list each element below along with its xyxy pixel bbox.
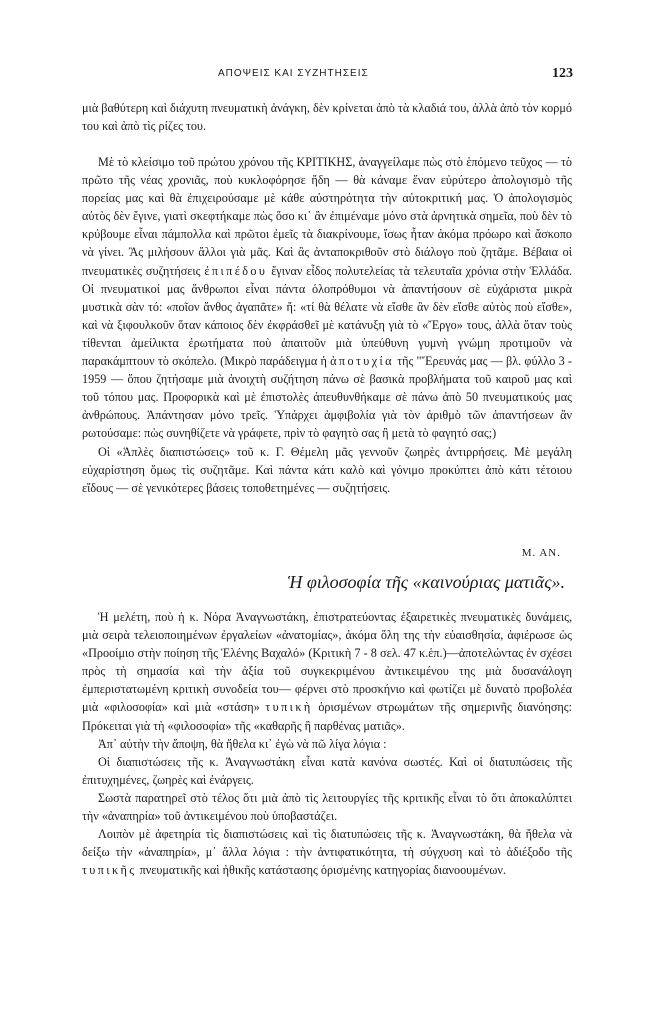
running-header bbox=[0, 68, 655, 84]
article-text-1c: ὁρισμένων στρωμάτων τῆς σημερινῆς διανόησης: Πρόκειται γιὰ τὴ «φιλοσοφία» τῆς «καθαρῆς ἢ παρθένας ματιᾶς». bbox=[82, 700, 572, 733]
article-paragraph-1 bbox=[82, 608, 572, 735]
emphasis-typikis: τυπικῆς bbox=[82, 863, 137, 878]
section-title: Ἡ φιλοσοφία τῆς «καινούριας ματιᾶς». bbox=[287, 572, 565, 592]
article-paragraph-2: Ἀπ᾿ αὐτὴν τὴν ἄποψη, θὰ ἤθελα κι᾿ ἐγὼ νὰ πῶ λίγα λόγια : bbox=[98, 736, 387, 751]
emphasis-typiki: τυπικὴ bbox=[265, 700, 313, 715]
continuation-paragraph: μιὰ βαθύτερη καὶ διάχυτη πνευματικὴ ἀνάγκη, δὲν κρίνεται ἀπὸ τὰ κλαδιά του, ἀλλὰ ἀπὸ τὸν κορμό του καὶ ἀπὸ τὶς ρίζες του. bbox=[82, 101, 572, 134]
editorial-paragraph-1 bbox=[82, 153, 572, 443]
page-number: 123 bbox=[552, 66, 573, 81]
article-paragraph-4: Σωστὰ παρατηρεῖ στὸ τέλος ὅτι μιὰ ἀπὸ τὶς λειτουργίες τῆς κριτικῆς εἶναι τὸ ὅτι ἀποκαλύπτει τὴν «ἀναπηρία» τοῦ ἀντικειμένου ποὺ ὑποβαστάζει. bbox=[82, 790, 572, 824]
editorial-text-1e: τῆς "Ἔρευνάς μας — βλ. φύλλο 3 - 1959 — ὅπου ζητήσαμε μιὰ ἀνοιχτὴ συζήτηση πάνω σὲ βασικὰ προβλήματα τοῦ καιροῦ μας καὶ τοῦ τόπου μας. Προφορικὰ καὶ μὲ ἐπιστολὲς ἀπευθυνθήκαμε σὲ πάνω ἀπὸ 50 πνευματικούς μας ἀνθρώπους. Ἀπάντησαν μόνο τρεῖς. Ὑπάρχει ἀμφιβολία γιὰ τὸν ἀριθμὸ τῶν ἀπαντήσεων ἂν ρωτούσαμε: πὼς συνηθίζετε νὰ γράφετε, πρὶν τὸ φαγητὸ σας ἢ μετὰ τὸ φαγητό σας;) bbox=[82, 354, 572, 441]
article-paragraph-3: Οἱ διαπιστώσεις τῆς κ. Ἀναγνωστάκη εἶναι κατὰ κανόνα σωστές. Καὶ οἱ διατυπώσεις τῆς ἐπιτυχημένες, ζωηρὲς καὶ ἐνάργεις. bbox=[82, 754, 572, 787]
editorial-text-1a: Μὲ τὸ κλείσιμο τοῦ πρώτου χρόνου τῆς ΚΡΙΤΙΚΗΣ, ἀναγγείλαμε πὼς στὸ ἑπόμενο τεῦχος — τὸ πρῶτο τῆς νέας χρονιᾶς, ποὺ κυκλοφόρησε ἤδη — θὰ κάναμε ἕναν εὐρύτερο ἀπολογισμὸ τῆς πορείας μας καὶ θὰ ἐπιχειρούσαμε μὲ κάθε αὐστηρότητα τὴν αὐτοκριτική μας. Ὁ ἀπολογισμὸς αὐτὸς δὲν ἔγινε, γιατὶ σκεφτήκαμε πὼς ὅσο κι᾿ ἂν ἐπιμέναμε μόνο στὰ ἀρνητικὰ σημεῖα, ποὺ δὲν τὸ κρύβουμε εἶναι πάμπολλα καὶ πρῶτοι ἐμεῖς τὰ διακρίνουμε, ἴσως ἦταν ἀκόμα πρόωρο καὶ ἄσκοπο νὰ γίνει. Ἂς μιλήσουν ἄλλοι γιὰ μᾶς. Καὶ ἂς ἀνταποκριθοῦν στὸ διάλογο ποὺ ζητᾶμε. Βέβαια οἱ πνευματικὲς συζητήσεις bbox=[82, 155, 572, 278]
article-text-5c: πνευματικῆς καὶ ἠθικῆς κατάστασης ὁρισμένης κατηγορίας διανοουμένων. bbox=[139, 863, 506, 878]
article-body-block bbox=[82, 608, 572, 879]
editorial-paragraph-2: Οἱ «Ἁπλὲς διαπιστώσεις» τοῦ κ. Γ. Θέμελη μᾶς γεννοῦν ζωηρὲς ἀντιρρήσεις. Μὲ μεγάλη εὐχαρίστηση ὅμως τὶς συζητᾶμε. Καὶ πάντα κάτι καλὸ καὶ γόνιμο προκύπτει ἀπὸ κάτι τέτοιου εἴδους — σὲ γενικότερες βάσεις τοποθετημένες — συζητήσεις. bbox=[82, 444, 572, 495]
editorial-note-block bbox=[82, 153, 572, 497]
author-signature: Μ. ΑΝ. bbox=[521, 547, 561, 559]
article-text-5a: Λοιπὸν μὲ ἀφετηρία τὶς διαπιστώσεις καὶ τὶς διατυπώσεις τῆς κ. Ἀναγνωστάκη, θὰ ἤθελα νὰ δείξω τὴν «ἀναπηρία», μ᾿ ἄλλα λόγια : τὴν ἀντιφατικότητα, τὴ σύγχυση καὶ τὸ ἀδιέξοδο τῆς bbox=[82, 827, 572, 860]
running-title: ΑΠΟΨΕΙΣ ΚΑΙ ΣΥΖΗΤΗΣΕΙΣ bbox=[218, 68, 369, 79]
continuation-paragraph-block bbox=[82, 99, 572, 135]
article-paragraph-5 bbox=[82, 825, 572, 879]
emphasis-epipedou: ἐπιπέδου bbox=[204, 263, 268, 278]
article-text-1a: Ἡ μελέτη, ποὺ ἡ κ. Νόρα Ἀναγνωστάκη, ἐπιστρατεύοντας ἐξαιρετικὲς πνευματικὲς δυνάμεις, μιὰ σειρὰ τελειοποιημένων ἐργαλείων «ἀνατομίας», ἀκόμα ὅλη της τὴν εὐαισθησία, ἀφιέρωσε ὡς «Προοίμιο στὴν ποίηση τῆς Ἑλένης Βαχαλό» (Κριτικὴ 7 - 8 σελ. 47 κ.ἑπ.)—ἀποτελώντας ἐν σχέσει πρὸς τὴ σημασία καὶ τὴν ἀξία τοῦ συγκεκριμένου ἀντικειμένου της μιὰ δυσανάλογη ἐμπεριστατωμένη κριτικὴ συνοδεία του— φέρνει στὸ προσκήνιο καὶ φωτίζει μὲ δυνατὸ προβολέα μιὰ «φιλοσοφία» καὶ μιὰ «στάση» bbox=[82, 610, 572, 715]
emphasis-apotychia: ἀποτυχία bbox=[330, 354, 394, 369]
editorial-text-1c: ἔγιναν εἶδος πολυτελείας τὰ τελευταῖα χρόνια στὴν Ἑλλάδα. Οἱ πνευματικοί μας ἄνθρωποι εἶναι πάντα ὁλοπρόθυμοι νὰ ἀπαντήσουν σὲ εὐχάριστα μικρὰ μυστικὰ σὰν τό: «ποῖον ἄνθος ἀγαπᾶτε» ἤ: «τί θὰ θέλατε νὰ εἴσθε ἂν δὲν εἴσθε αὐτὸς ποὺ εἴσθε», καὶ νὰ ξιφουλκοῦν ὅταν κάποιος δὲν ἐκφράσθεῖ μὲ κατάνυξη γιὰ τὸ «Ἔργο» τους, ἀλλὰ ὅταν τοὺς τίθενται ἀμείλικτα ἐρωτήματα ποὺ ἀπαιτοῦν μιὰ ὑπεύθυνη γυμνὴ γνώμη προτιμοῦν νὰ παρακάμπτουν τὸ σκόπελο. (Μικρὸ παράδειγμα ἡ bbox=[82, 263, 573, 369]
